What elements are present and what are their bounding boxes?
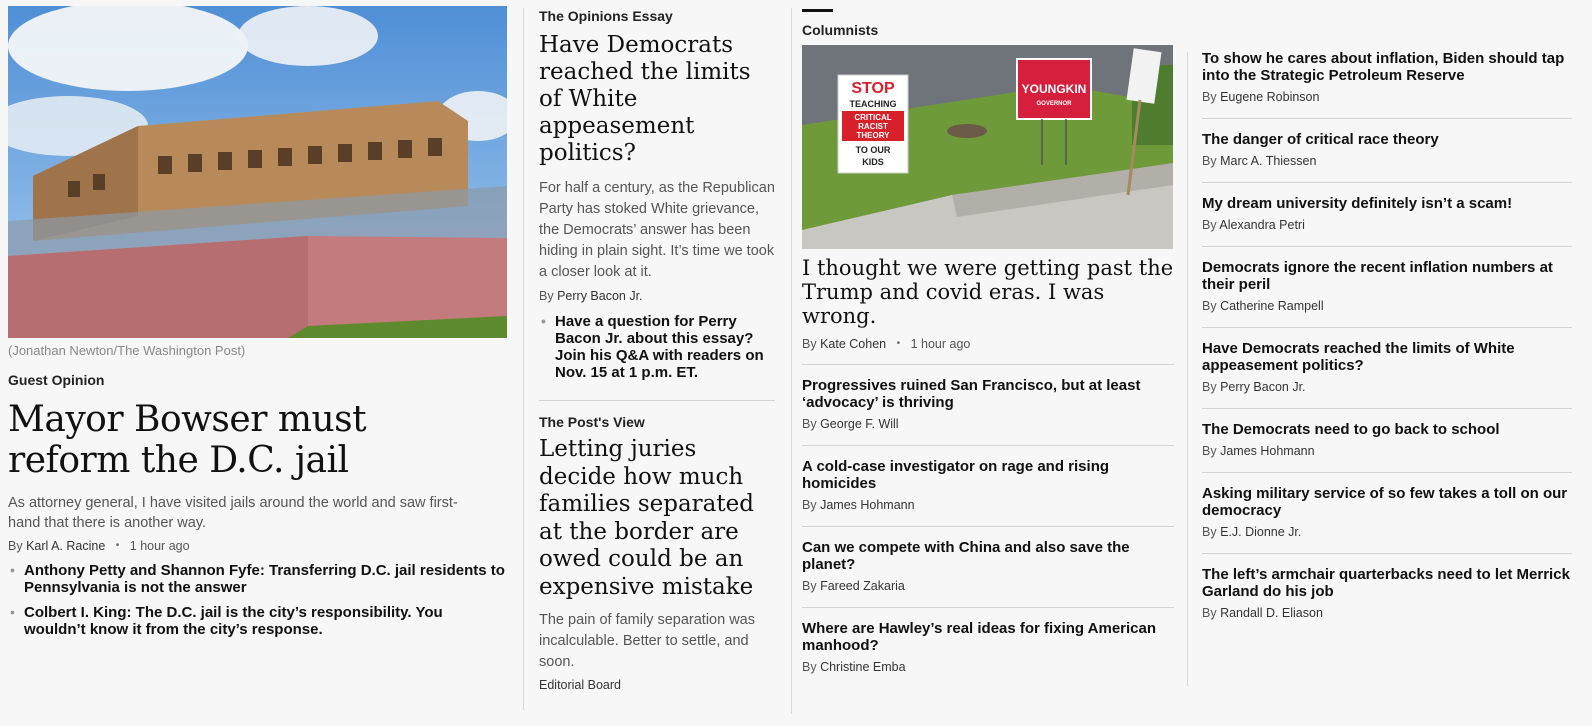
section-kicker[interactable]: The Opinions Essay	[539, 8, 673, 24]
author-name[interactable]: James Hohmann	[820, 498, 915, 512]
columnists-column	[802, 0, 1174, 674]
list-item	[1202, 183, 1572, 247]
author-name[interactable]: Kate Cohen	[820, 337, 887, 351]
author-name[interactable]: Karl A. Racine	[26, 539, 106, 553]
story-byline	[802, 579, 1174, 593]
related-links	[539, 313, 775, 381]
list-item	[802, 608, 1174, 674]
story-byline	[1202, 154, 1572, 168]
story-headline[interactable]: The danger of critical race theory	[1202, 131, 1439, 148]
columnist-list	[802, 365, 1174, 674]
lead-byline	[8, 539, 507, 553]
byline-prefix: By	[1202, 525, 1217, 539]
list-item	[1202, 44, 1572, 119]
lead-photo[interactable]	[8, 6, 507, 338]
story-headline[interactable]: Where are Hawley’s real ideas for fixing American manhood?	[802, 620, 1157, 654]
bullet-icon: •	[541, 313, 546, 329]
story-byline	[1202, 299, 1572, 313]
section-accent-bar	[802, 9, 833, 12]
related-links	[8, 562, 507, 638]
list-item	[1202, 409, 1572, 473]
byline-prefix: By	[1202, 444, 1217, 458]
story-byline	[1202, 380, 1572, 394]
story-byline	[1202, 90, 1572, 104]
list-item	[1202, 247, 1572, 328]
story-headline[interactable]: My dream university definitely isn’t a scam!	[1202, 195, 1513, 212]
author-name[interactable]: Fareed Zakaria	[820, 579, 905, 593]
featured-byline	[802, 337, 1174, 351]
yard-signs-photo-illustration	[802, 45, 1173, 249]
story-headline[interactable]: Democrats ignore the recent inflation numbers at their peril	[1202, 259, 1553, 293]
sign-text: KIDS	[862, 157, 884, 167]
separator-dot-icon: •	[896, 338, 901, 349]
byline-prefix: By	[1202, 299, 1217, 313]
related-link[interactable]: • Anthony Petty and Shannon Fyfe: Transferring D.C. jail residents to Pennsylvania is not the answer	[10, 562, 505, 596]
story-headline[interactable]: Progressives ruined San Francisco, but at least ‘advocacy’ is thriving	[802, 377, 1141, 411]
sign-text: STOP	[851, 80, 895, 97]
columnist-featured-photo[interactable]	[802, 45, 1173, 249]
byline-prefix: By	[539, 289, 554, 303]
editorial-byline	[539, 678, 775, 692]
byline-prefix: By	[1202, 606, 1217, 620]
story-byline	[802, 417, 1174, 431]
author-name[interactable]: Perry Bacon Jr.	[1220, 380, 1306, 394]
essay-byline	[539, 289, 775, 303]
sign-text: RACIST	[858, 122, 888, 131]
byline-prefix: By	[1202, 154, 1217, 168]
author-name[interactable]: Christine Emba	[820, 660, 906, 674]
editorial-headline[interactable]: Letting juries decide how much families separated at the border are owed could be an expensive mistake	[539, 436, 754, 600]
related-link[interactable]: • Colbert I. King: The D.C. jail is the city’s responsibility. You wouldn’t know it from the city’s response.	[10, 604, 443, 638]
stop-sign-yard-sign	[838, 75, 908, 173]
author-name[interactable]: George F. Will	[820, 417, 899, 431]
byline-prefix: By	[802, 660, 817, 674]
story-headline[interactable]: The left’s armchair quarterbacks need to let Merrick Garland do his job	[1202, 566, 1570, 600]
bullet-icon: •	[10, 562, 15, 578]
story-headline[interactable]: Asking military service of so few takes a toll on our democracy	[1202, 485, 1568, 519]
author-name[interactable]: E.J. Dionne Jr.	[1220, 525, 1302, 539]
byline-prefix: By	[1202, 90, 1217, 104]
separator-dot-icon: •	[115, 540, 120, 551]
author-name[interactable]: Marc A. Thiessen	[1220, 154, 1317, 168]
lead-headline[interactable]: Mayor Bowser must reform the D.C. jail	[8, 399, 367, 481]
byline-prefix: By	[802, 417, 817, 431]
story-byline	[802, 498, 1174, 512]
columnists-label[interactable]: Columnists	[802, 22, 879, 38]
story-headline[interactable]: The Democrats need to go back to school	[1202, 421, 1500, 438]
column-divider	[791, 8, 792, 714]
timestamp: 1 hour ago	[910, 337, 971, 351]
list-item	[1202, 119, 1572, 183]
list-item	[1202, 554, 1572, 620]
author-name[interactable]: Catherine Rampell	[1220, 299, 1324, 313]
author-name[interactable]: Eugene Robinson	[1220, 90, 1320, 104]
list-item	[802, 365, 1174, 446]
story-headline[interactable]: Can we compete with China and also save the planet?	[802, 539, 1130, 573]
sign-text: THEORY	[856, 131, 890, 140]
columnists-right-list	[1202, 44, 1572, 620]
sign-text: GOVERNOR	[1036, 101, 1072, 107]
list-item	[802, 446, 1174, 527]
story-byline	[1202, 444, 1572, 458]
essay-dek: For half a century, as the Republican Party has stoked White grievance, the Democrats’ answer has been hiding in plain sight. It’s time we took a closer look at it.	[539, 180, 775, 280]
section-kicker[interactable]: The Post's View	[539, 414, 645, 430]
story-byline	[1202, 606, 1572, 620]
byline-prefix: By	[802, 498, 817, 512]
list-item	[1202, 473, 1572, 554]
sign-text: TO OUR	[855, 145, 891, 155]
bullet-icon: •	[10, 604, 15, 620]
byline-prefix: By	[1202, 218, 1217, 232]
section-divider	[539, 400, 775, 401]
story-byline	[1202, 218, 1572, 232]
column-divider	[1187, 52, 1188, 686]
list-item	[802, 527, 1174, 608]
story-byline	[802, 660, 1174, 674]
author-name[interactable]: James Hohmann	[1220, 444, 1315, 458]
story-headline[interactable]: Have Democrats reached the limits of White appeasement politics?	[1202, 340, 1515, 374]
author-name[interactable]: Randall D. Eliason	[1220, 606, 1323, 620]
lead-story	[8, 0, 507, 638]
editorial-dek: The pain of family separation was incalculable. Better to settle, and soon.	[539, 612, 755, 670]
section-kicker[interactable]: Guest Opinion	[8, 372, 105, 388]
sign-text: YOUNGKIN	[1021, 82, 1087, 96]
byline-prefix: By	[802, 579, 817, 593]
story-headline[interactable]: To show he cares about inflation, Biden should tap into the Strategic Petroleum Reserve	[1202, 50, 1565, 84]
author-name[interactable]: Editorial Board	[539, 678, 621, 692]
essay-headline[interactable]: Have Democrats reached the limits of White appeasement politics?	[539, 32, 751, 166]
sign-text: TEACHING	[849, 99, 897, 109]
timestamp: 1 hour ago	[129, 539, 190, 553]
sign-text: CRITICAL	[854, 113, 892, 122]
photo-credit: (Jonathan Newton/The Washington Post)	[8, 343, 246, 358]
author-name[interactable]: Perry Bacon Jr.	[557, 289, 643, 303]
byline-prefix: By	[8, 539, 23, 553]
related-link[interactable]: • Have a question for Perry Bacon Jr. about this essay? Join his Q&A with readers on Nov. 15 at 1 p.m. ET.	[541, 313, 764, 381]
column-divider	[523, 8, 524, 710]
author-name[interactable]: Alexandra Petri	[1219, 218, 1305, 232]
essay-column	[539, 0, 775, 692]
jail-photo-illustration	[8, 6, 507, 338]
lead-dek: As attorney general, I have visited jails around the world and saw first-hand that there is another way.	[8, 495, 458, 531]
byline-prefix: By	[802, 337, 817, 351]
featured-columnist-headline[interactable]: I thought we were getting past the Trump and covid eras. I was wrong.	[802, 256, 1174, 328]
list-item	[1202, 328, 1572, 409]
story-headline[interactable]: A cold-case investigator on rage and rising homicides	[802, 458, 1110, 492]
byline-prefix: By	[1202, 380, 1217, 394]
story-byline	[1202, 525, 1572, 539]
